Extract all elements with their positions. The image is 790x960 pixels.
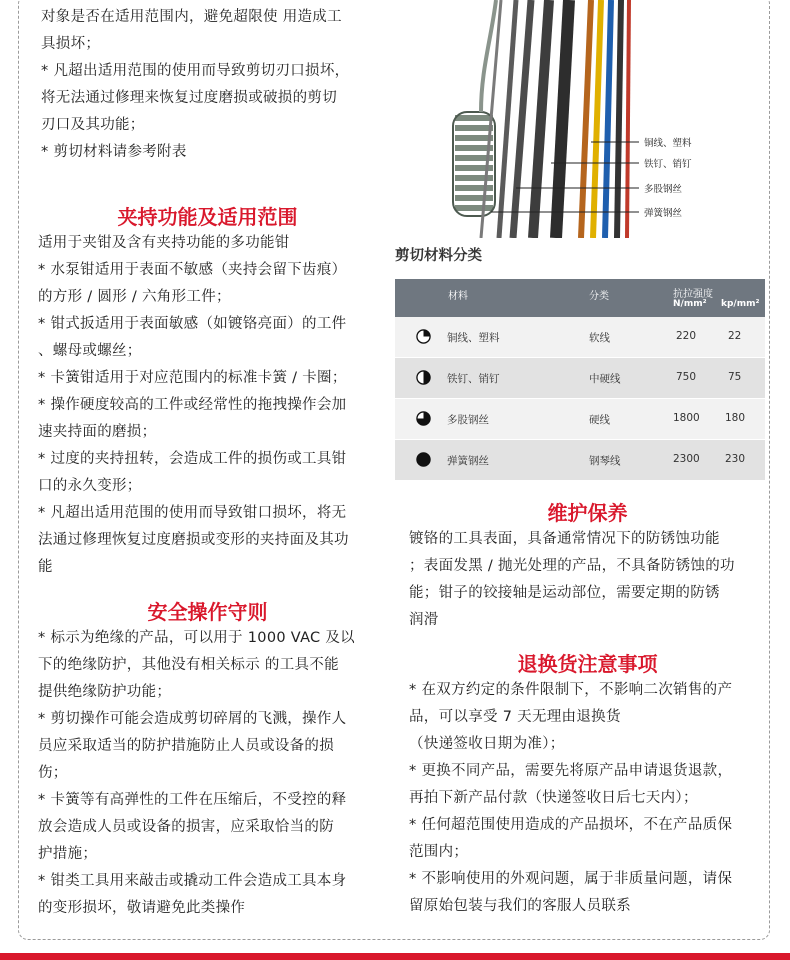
returns-line: 再拍下新产品付款（快递签收日后七天内）； bbox=[409, 790, 698, 806]
safety-line: 提供绝缘防护功能； bbox=[38, 684, 172, 700]
row-strength-n: 2300 bbox=[673, 453, 700, 465]
table-row bbox=[395, 399, 765, 440]
clamping-line: * 卡簧钳适用于对应范围内的标准卡簧 / 卡圈； bbox=[38, 370, 347, 386]
table-row bbox=[395, 440, 765, 481]
header-unit-kp: kp/mm² bbox=[721, 299, 760, 309]
row-category: 软线 bbox=[589, 332, 610, 344]
returns-line: * 不影响使用的外观问题，属于非质量问题，请保 bbox=[409, 871, 733, 887]
safety-line: * 钳类工具用来敲击或撬动工件会造成工具本身 bbox=[38, 873, 347, 889]
returns-title: 退换货注意事项 bbox=[517, 652, 658, 676]
maintenance-line: ；表面发黑 / 抛光处理的产品，不具备防锈蚀的功 bbox=[409, 558, 735, 574]
row-strength-kp: 230 bbox=[725, 453, 746, 465]
safety-line: 员应采取适当的防护措施防止人员或设备的损 bbox=[38, 738, 334, 754]
footer-accent-bar bbox=[0, 953, 790, 960]
safety-line: 放会造成人员或设备的损害，应采取恰当的防 bbox=[38, 819, 334, 835]
table-header bbox=[395, 279, 765, 317]
row-strength-n: 1800 bbox=[673, 412, 700, 424]
header-category: 分类 bbox=[589, 291, 609, 302]
intro-line: * 剪切材料请参考附表 bbox=[41, 144, 187, 160]
clamping-line: 速夹持面的磨损； bbox=[38, 424, 157, 440]
header-strength: 抗拉强度 bbox=[673, 289, 713, 300]
clamping-line: 适用于夹钳及含有夹持功能的多功能钳 bbox=[38, 235, 290, 251]
returns-paragraph bbox=[409, 677, 769, 920]
maintenance-line: 镀铬的工具表面，具备通常情况下的防锈蚀功能 bbox=[409, 531, 720, 547]
row-strength-kp: 22 bbox=[728, 330, 742, 342]
row-strength-kp: 180 bbox=[725, 412, 746, 424]
row-strength-n: 750 bbox=[676, 371, 697, 383]
safety-line: 护措施； bbox=[38, 846, 98, 862]
row-category: 硬线 bbox=[589, 414, 610, 426]
header-unit-n: N/mm² bbox=[673, 299, 707, 309]
returns-line: 留原始包装与我们的客服人员联系 bbox=[409, 898, 631, 914]
clamping-line: 口的永久变形； bbox=[38, 478, 142, 494]
clamping-text bbox=[38, 230, 383, 581]
header-material: 材料 bbox=[448, 291, 468, 302]
clamping-line: 、螺母或螺丝； bbox=[38, 343, 142, 359]
wire-samples-photo bbox=[441, 0, 765, 238]
returns-text bbox=[409, 677, 769, 920]
returns-line: （快递签收日期为准）； bbox=[409, 736, 565, 752]
wire-label-nails: 铁钉、销钉 bbox=[644, 159, 692, 170]
clamping-line: * 钳式扳适用于表面敏感（如镀铬亮面）的工件 bbox=[38, 316, 347, 332]
clamping-line: * 凡超出适用范围的使用而导致钳口损坏，将无 bbox=[38, 505, 347, 521]
safety-line: 下的绝缘防护，其他没有相关标示 的工具不能 bbox=[38, 657, 339, 673]
intro-text bbox=[41, 4, 381, 166]
maintenance-text bbox=[409, 526, 769, 634]
row-strength-n: 220 bbox=[676, 330, 697, 342]
cutting-material-table bbox=[395, 279, 765, 481]
half-pie-icon bbox=[416, 370, 431, 385]
intro-line: 刃口及其功能； bbox=[41, 117, 145, 133]
clamping-line: 的方形 / 圆形 / 六角形工件； bbox=[38, 289, 231, 305]
clamping-line: 能 bbox=[38, 559, 53, 575]
safety-line: * 卡簧等有高弹性的工件在压缩后，不受控的释 bbox=[38, 792, 347, 808]
safety-line: * 标示为绝缘的产品，可以用于 1000 VAC 及以 bbox=[38, 630, 355, 646]
intro-line: * 凡超出适用范围的使用而导致剪切刃口损坏， bbox=[41, 63, 350, 79]
returns-line: * 在双方约定的条件限制下，不影响二次销售的产 bbox=[409, 682, 733, 698]
safety-paragraph bbox=[38, 625, 383, 922]
table-row bbox=[395, 317, 765, 358]
returns-line: 范围内； bbox=[409, 844, 469, 860]
row-material: 弹簧钢丝 bbox=[447, 455, 489, 467]
maintenance-line: 能；钳子的铰接轴是运动部位，需要定期的防锈 bbox=[409, 585, 720, 601]
returns-line: * 任何超范围使用造成的产品损坏，不在产品质保 bbox=[409, 817, 733, 833]
wire-label-strand: 多股钢丝 bbox=[644, 184, 683, 195]
safety-title: 安全操作守则 bbox=[147, 600, 268, 624]
clamping-line: * 操作硬度较高的工件或经常性的拖拽操作会加 bbox=[38, 397, 347, 413]
wire-label-spring: 弹簧钢丝 bbox=[644, 208, 683, 219]
row-strength-kp: 75 bbox=[728, 371, 742, 383]
table-row bbox=[395, 358, 765, 399]
row-category: 中硬线 bbox=[589, 373, 621, 385]
row-material: 铁钉、销钉 bbox=[447, 373, 500, 385]
maintenance-paragraph bbox=[409, 526, 769, 634]
returns-line: * 更换不同产品，需要先将原产品申请退货退款， bbox=[409, 763, 733, 779]
clamping-line: * 过度的夹持扭转，会造成工件的损伤或工具钳 bbox=[38, 451, 347, 467]
table-caption: 剪切材料分类 bbox=[395, 248, 482, 264]
intro-line: 对象是否在适用范围内，避免超限使 用造成工 bbox=[41, 9, 342, 25]
safety-line: * 剪切操作可能会造成剪切碎屑的飞溅，操作人 bbox=[38, 711, 347, 727]
clamping-title: 夹持功能及适用范围 bbox=[117, 205, 298, 229]
wire-label-copper: 铜线、塑料 bbox=[644, 138, 692, 149]
three-quarter-pie-icon bbox=[416, 411, 431, 426]
safety-line: 的变形损坏，敬请避免此类操作 bbox=[38, 900, 246, 916]
wire-samples-illustration bbox=[441, 0, 765, 238]
intro-paragraph bbox=[41, 4, 381, 166]
clamping-paragraph bbox=[38, 230, 383, 581]
row-material: 铜线、塑料 bbox=[447, 332, 500, 344]
maintenance-line: 润滑 bbox=[409, 612, 439, 628]
intro-line: 具损坏； bbox=[41, 36, 101, 52]
clamping-line: * 水泵钳适用于表面不敏感（夹持会留下齿痕） bbox=[38, 262, 347, 278]
maintenance-title: 维护保养 bbox=[547, 501, 628, 525]
full-pie-icon bbox=[416, 452, 431, 467]
row-category: 钢琴线 bbox=[589, 455, 621, 467]
row-material: 多股钢丝 bbox=[447, 414, 489, 426]
returns-line: 品，可以享受 7 天无理由退换货 bbox=[409, 709, 621, 725]
intro-line: 将无法通过修理来恢复过度磨损或破损的剪切 bbox=[41, 90, 337, 106]
clamping-line: 法通过修理恢复过度磨损或变形的夹持面及其功 bbox=[38, 532, 349, 548]
safety-line: 伤； bbox=[38, 765, 68, 781]
quarter-pie-icon bbox=[416, 329, 431, 344]
safety-text bbox=[38, 625, 383, 922]
